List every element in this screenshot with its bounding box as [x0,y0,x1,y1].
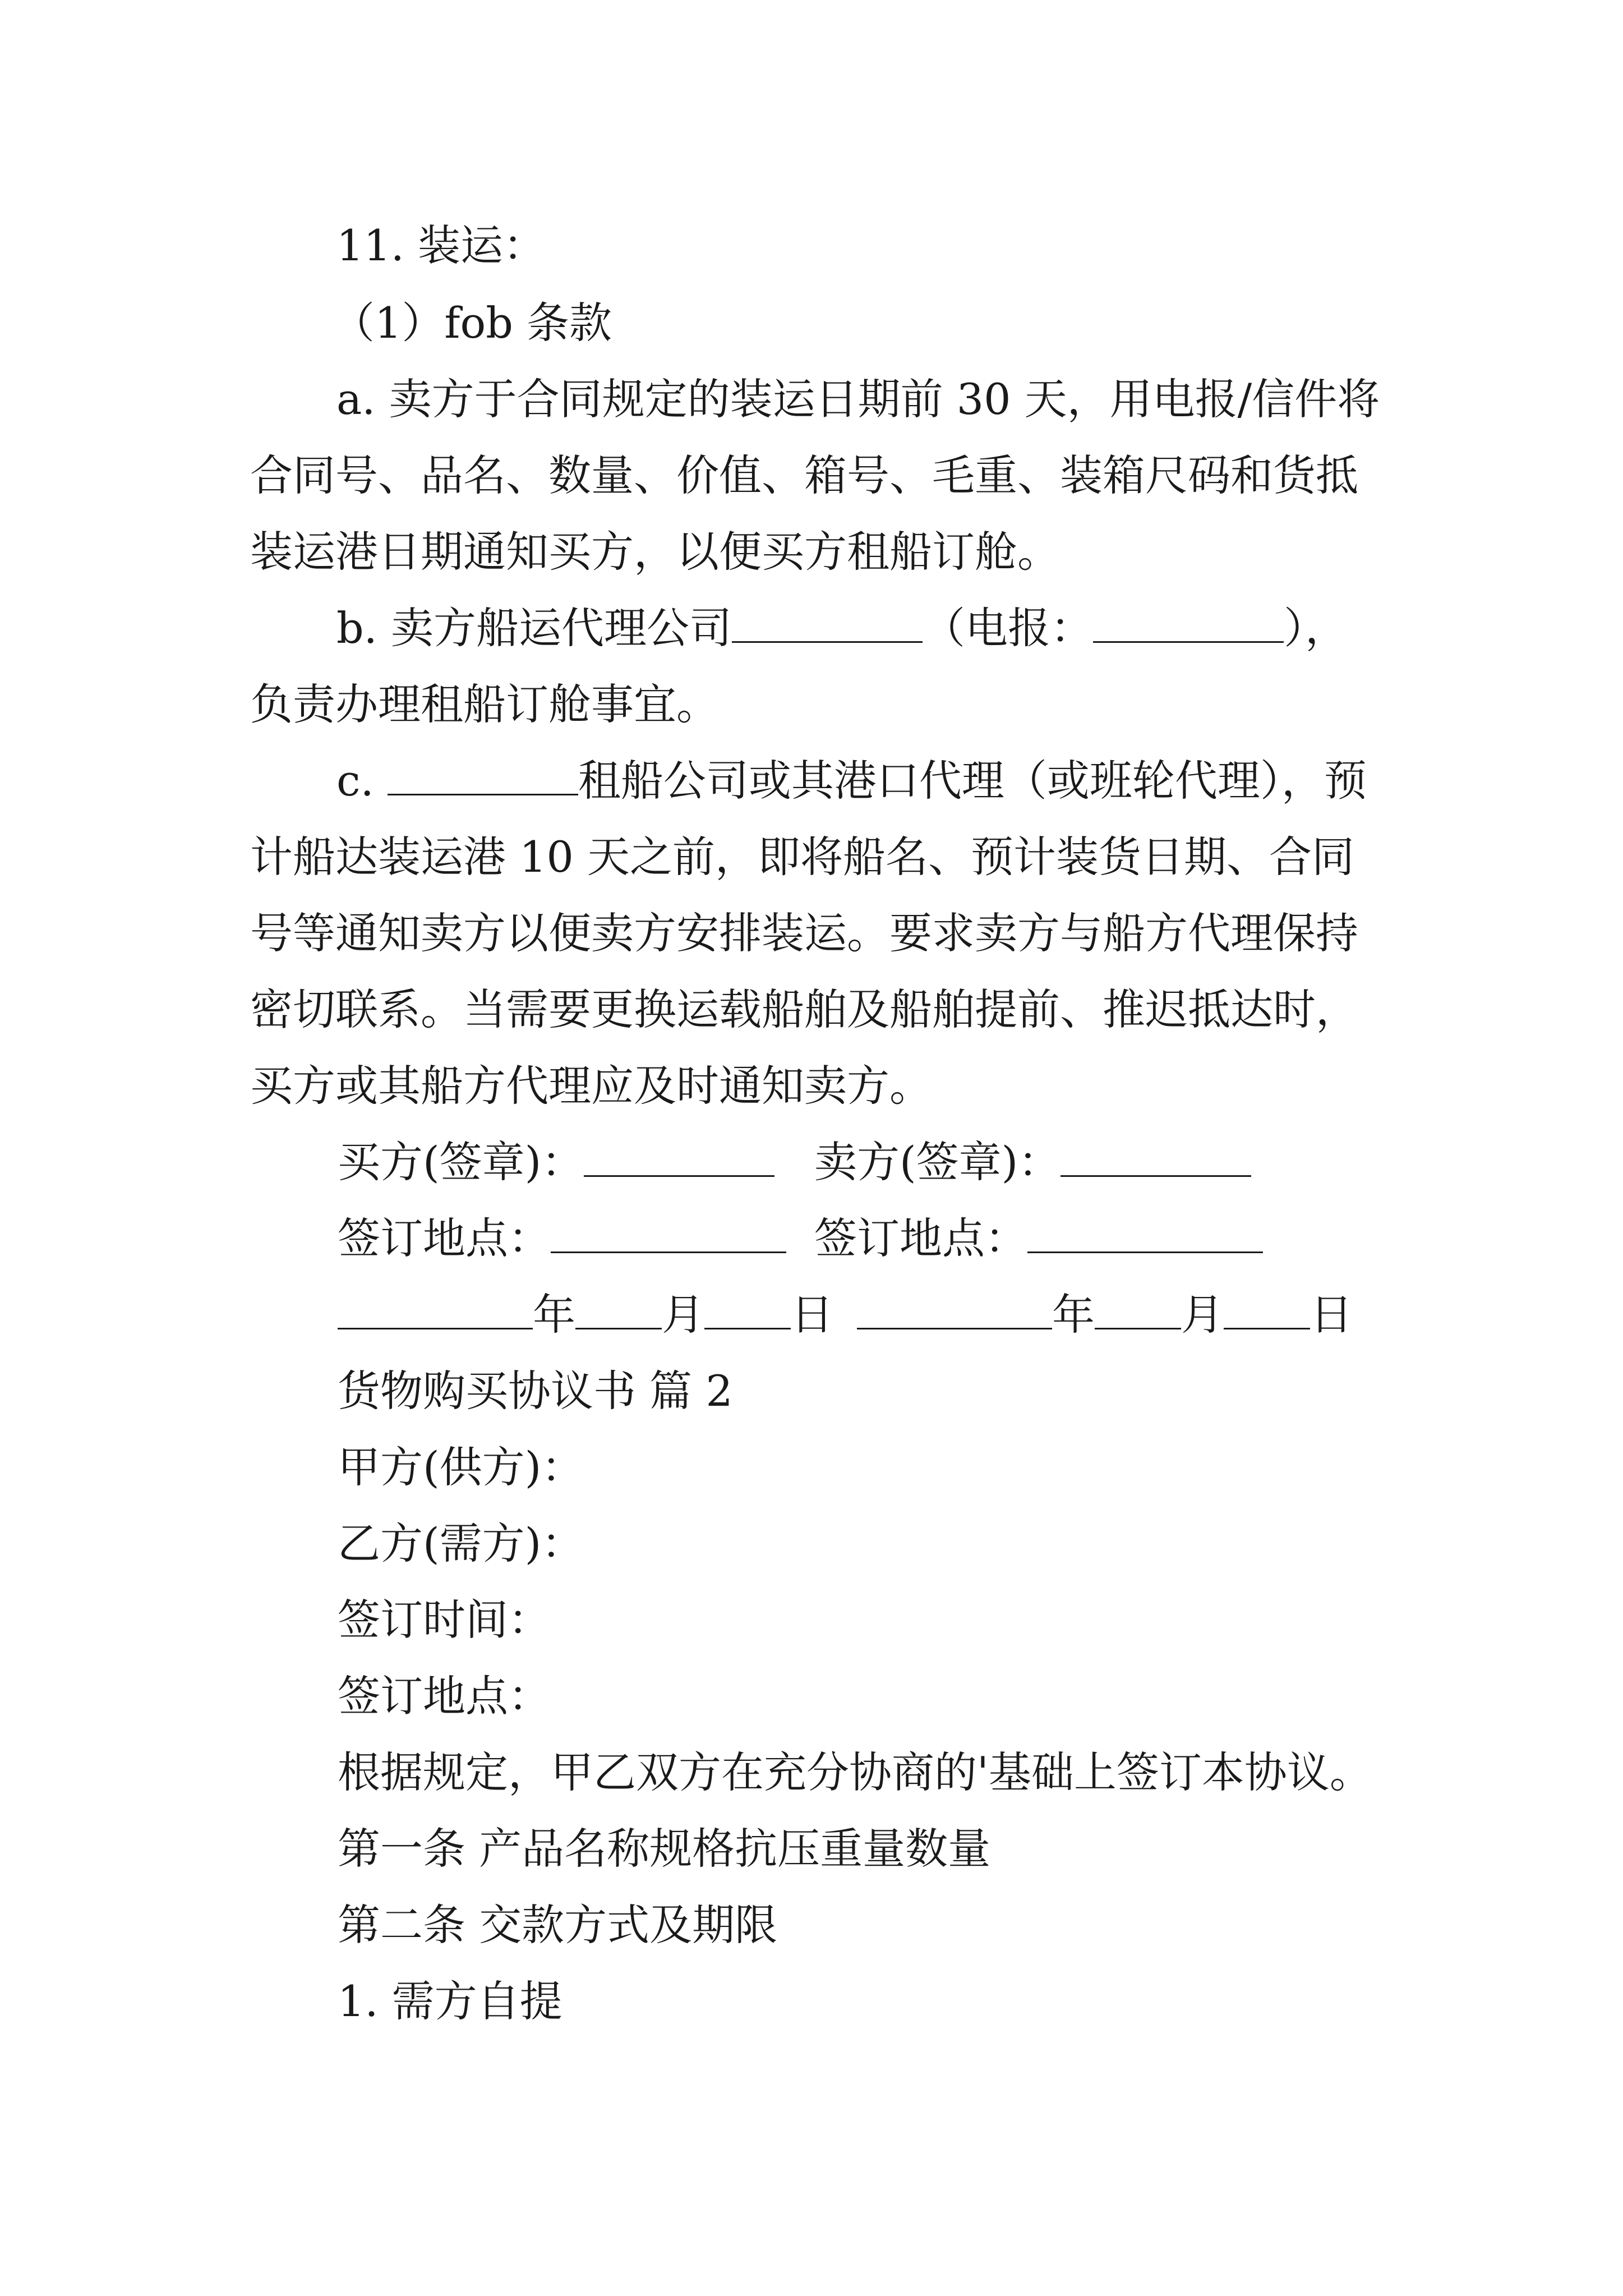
seller-signature-row [814,1137,1251,1188]
seller-day-label: 日 [1310,1290,1353,1340]
clause-a-line-3: 装运港日期通知买方，以便买方租船订舱。 [250,527,1060,577]
fob-clause-heading: （1）fob 条款 [332,298,612,348]
buyer-month-blank[interactable] [575,1294,662,1329]
clause-a-line-2: 合同号、品名、数量、价值、箱号、毛重、装箱尺码和货抵 [250,450,1358,500]
seller-month-blank[interactable] [1095,1294,1181,1329]
buyer-year-blank[interactable] [338,1294,533,1329]
clause-c-line-3: 号等通知卖方以便卖方安排装运。要求卖方与船方代理保持 [250,908,1358,958]
buyer-date-row [338,1289,833,1341]
sign-place-label: 签订地点： [338,1671,551,1721]
charter-company-blank[interactable] [388,760,578,795]
buyer-month-label: 月 [662,1290,704,1340]
clause-c-line-5: 买方或其船方代理应及时通知卖方。 [250,1061,932,1111]
seller-year-label: 年 [1052,1290,1095,1340]
seller-signature-blank[interactable] [1061,1142,1251,1177]
agreement-preamble: 根据规定，甲乙双方在充分协商的'基础上签订本协议。 [338,1747,1372,1797]
clause-c-line-1 [336,755,1367,807]
clause-b-line-1 [336,602,1348,654]
section-11-heading: 11. 装运： [336,220,546,270]
shipping-agent-blank[interactable] [732,608,923,643]
buyer-signature-label: 买方(签章)： [338,1137,584,1187]
article-2: 第二条 交款方式及期限 [338,1900,778,1950]
seller-place-blank[interactable] [1027,1218,1263,1253]
clause-c-prefix: c. [336,756,388,806]
clause-b-prefix: b. 卖方船运代理公司 [336,603,732,653]
agreement-2-title: 货物购买协议书 篇 2 [338,1366,733,1416]
seller-date-row [857,1289,1353,1341]
seller-place-row [814,1213,1263,1264]
clause-a-line-1: a. 卖方于合同规定的装运日期前 30 天，用电报/信件将 [336,374,1380,424]
clause-c-suffix: 租船公司或其港口代理（或班轮代理），预 [578,756,1367,806]
buyer-place-blank[interactable] [551,1218,786,1253]
party-b-label: 乙方(需方)： [338,1519,584,1568]
buyer-day-blank[interactable] [704,1294,791,1329]
clause-c-line-2: 计船达装运港 10 天之前，即将船名、预计装货日期、合同 [250,832,1355,882]
sign-time-label: 签订时间： [338,1595,551,1645]
article-2-item-1: 1. 需方自提 [338,1976,562,2026]
buyer-signature-blank[interactable] [584,1142,774,1177]
buyer-place-label: 签订地点： [338,1213,551,1263]
seller-month-label: 月 [1181,1290,1224,1340]
seller-signature-label: 卖方(签章)： [814,1137,1061,1187]
buyer-place-row [338,1213,786,1264]
seller-year-blank[interactable] [857,1294,1052,1329]
buyer-year-label: 年 [533,1290,575,1340]
party-a-label: 甲方(供方)： [338,1442,584,1492]
telegram-blank[interactable] [1093,608,1284,643]
article-1: 第一条 产品名称规格抗压重量数量 [338,1824,991,1874]
buyer-signature-row [338,1137,774,1188]
clause-c-line-4: 密切联系。当需要更换运载船舶及船舶提前、推迟抵达时， [250,984,1358,1034]
clause-b-suffix: ）， [1283,603,1348,653]
buyer-day-label: 日 [791,1290,833,1340]
clause-b-line-2: 负责办理租船订舱事宜。 [250,679,719,729]
seller-day-blank[interactable] [1224,1294,1310,1329]
clause-b-middle: （电报： [922,603,1093,653]
seller-place-label: 签订地点： [814,1213,1027,1263]
